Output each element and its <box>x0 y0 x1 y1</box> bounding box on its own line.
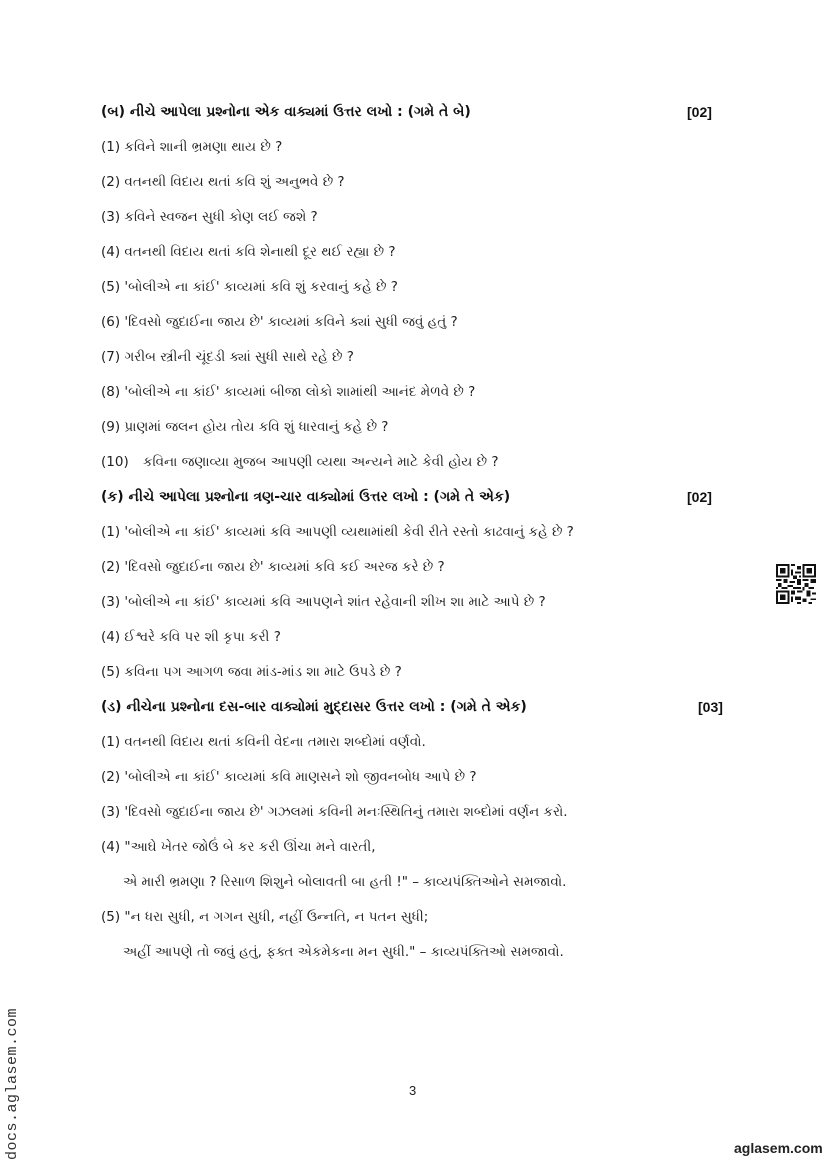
question-b-6: (6) 'દિવસો જુદાઈના જાય છે' કાવ્યમાં કવિને ક્યાં સુધી જવું હતું ? <box>101 314 458 330</box>
section-b-marks: [02] <box>687 104 712 120</box>
question-k-3: (3) 'બોલીએ ના કાંઈ' કાવ્યમાં કવિ આપણને શાંત રહેવાની શીખ શા માટે આપે છે ? <box>101 594 546 610</box>
question-d-4: (4) "આઘે ખેતર જોઉં બે કર કરી ઊંચા મને વારતી, <box>101 839 376 855</box>
section-k-marks: [02] <box>687 489 712 505</box>
question-k-2: (2) 'દિવસો જુદાઈના જાય છે' કાવ્યમાં કવિ કઈ અરજ કરે છે ? <box>101 559 445 575</box>
question-b-7: (7) ગરીબ સ્ત્રીની ચૂંદડી ક્યાં સુધી સાથે રહે છે ? <box>101 349 354 365</box>
question-b-2: (2) વતનથી વિદાય થતાં કવિ શું અનુભવે છે ? <box>101 174 345 190</box>
question-d-5-continuation: અહીં આપણે તો જવું હતું, ફક્ત એકમેકના મન સુધી." – કાવ્યપંક્તિઓ સમજાવો. <box>123 944 564 960</box>
section-b-heading: (બ) નીચે આપેલા પ્રશ્નોના એક વાક્યમાં ઉત્તર લખો : (ગમે તે બે) <box>101 104 471 120</box>
question-b-8: (8) 'બોલીએ ના કાંઈ' કાવ્યમાં બીજા લોકો શામાંથી આનંદ મેળવે છે ? <box>101 384 476 400</box>
section-d-marks: [03] <box>698 699 723 715</box>
question-d-1: (1) વતનથી વિદાય થતાં કવિની વેદના તમારા શબ્દોમાં વર્ણવો. <box>101 734 426 750</box>
question-b-10: (10) કવિના જણાવ્યા મુજબ આપણી વ્યથા અન્યને માટે કેવી હોય છે ? <box>101 454 499 470</box>
question-d-5: (5) "ન ધરા સુધી, ન ગગન સુધી, નહીં ઉન્નતિ, ન પતન સુધી; <box>101 909 429 925</box>
question-b-5: (5) 'બોલીએ ના કાંઈ' કાવ્યમાં કવિ શું કરવાનું કહે છે ? <box>101 279 398 295</box>
question-b-4: (4) વતનથી વિદાય થતાં કવિ શેનાથી દૂર થઈ રહ્યા છે ? <box>101 244 396 260</box>
question-k-5: (5) કવિના પગ આગળ જવા માંડ-માંડ શા માટે ઉપડે છે ? <box>101 664 402 680</box>
page-number: 3 <box>409 1083 417 1098</box>
question-b-1: (1) કવિને શાની ભ્રમણા થાય છે ? <box>101 139 283 155</box>
question-b-3: (3) કવિને સ્વજન સુધી કોણ લઈ જશે ? <box>101 209 318 225</box>
question-d-3: (3) 'દિવસો જુદાઈના જાય છે' ગઝલમાં કવિની મનઃસ્થિતિનું તમારા શબ્દોમાં વર્ણન કરો. <box>101 804 568 820</box>
question-b-9: (9) પ્રાણમાં જલન હોય તોય કવિ શું ધારવાનું કહે છે ? <box>101 419 389 435</box>
side-watermark: docs.aglasem.com <box>4 1007 21 1160</box>
section-k-heading: (ક) નીચે આપેલા પ્રશ્નોના ત્રણ-ચાર વાક્યોમાં ઉત્તર લખો : (ગમે તે એક) <box>101 489 511 505</box>
section-d-heading: (ડ) નીચેના પ્રશ્નોના દસ-બાર વાક્યોમાં મુદ્દાસર ઉત્તર લખો : (ગમે તે એક) <box>101 699 527 715</box>
question-k-1: (1) 'બોલીએ ના કાંઈ' કાવ્યમાં કવિ આપણી વ્યથામાંથી કેવી રીતે રસ્તો કાઢવાનું કહે છે ? <box>101 524 574 540</box>
footer-brand: aglasem.com <box>734 1140 823 1156</box>
qr-code-icon <box>776 564 816 604</box>
question-k-4: (4) ઈશ્વરે કવિ પર શી કૃપા કરી ? <box>101 629 281 645</box>
question-d-4-continuation: એ મારી ભ્રમણા ? રિસાળ શિશુને બોલાવતી બા હતી !" – કાવ્યપંક્તિઓને સમજાવો. <box>123 874 567 890</box>
question-d-2: (2) 'બોલીએ ના કાંઈ' કાવ્યમાં કવિ માણસને શો જીવનબોધ આપે છે ? <box>101 769 477 785</box>
